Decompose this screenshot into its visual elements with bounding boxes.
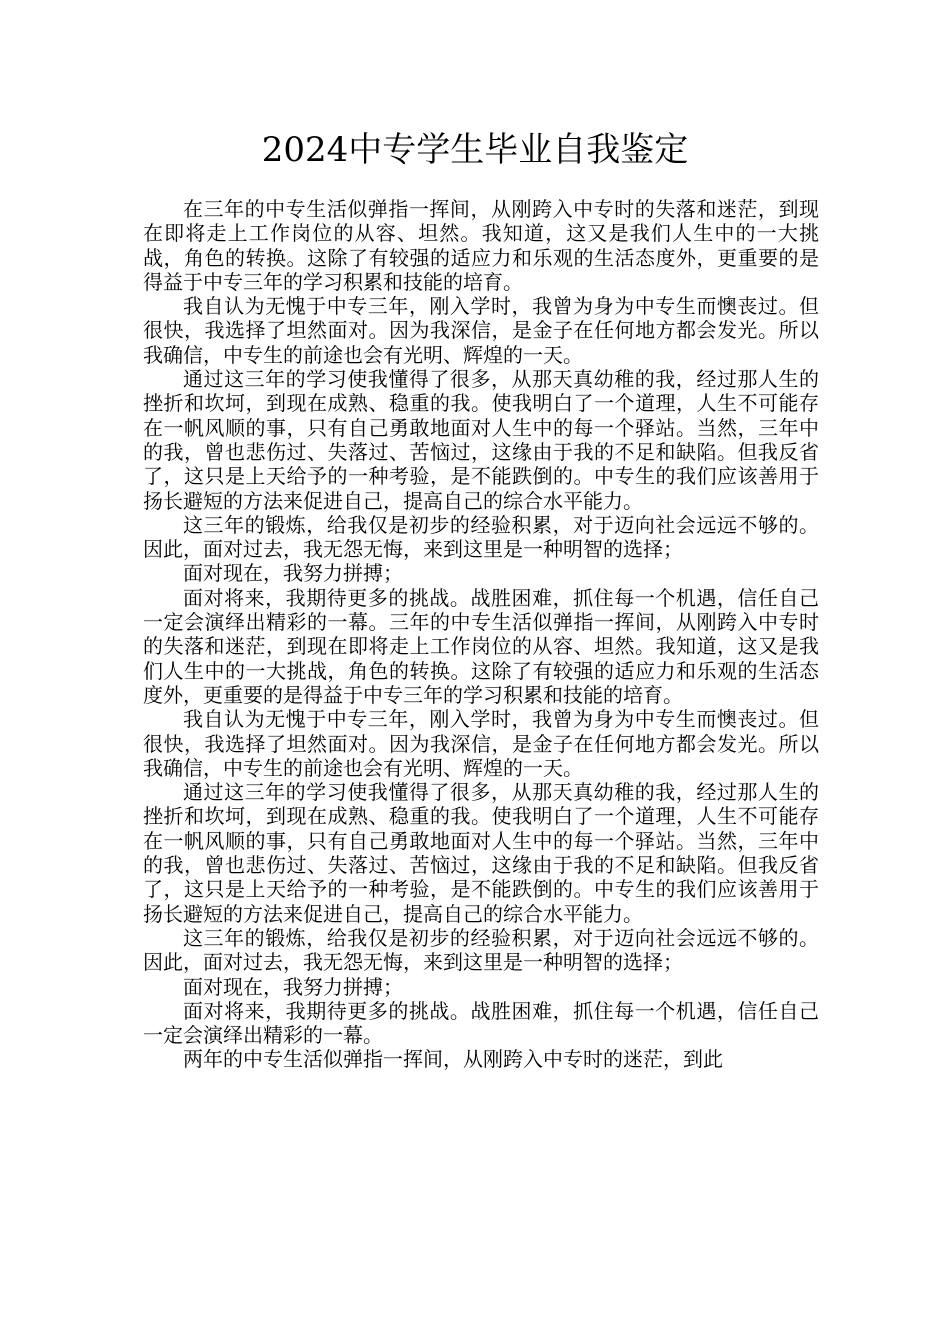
document-body [143, 197, 819, 1072]
paragraph: 面对将来，我期待更多的挑战。战胜困难，抓住每一个机遇，信任自己一定会演绎出精彩的一幕。 [143, 998, 819, 1048]
document-title: 2024中专学生毕业自我鉴定 [261, 130, 689, 170]
paragraph: 面对现在，我努力拼搏； [183, 974, 403, 999]
paragraph: 通过这三年的学习使我懂得了很多，从那天真幼稚的我，经过那人生的挫折和坎坷，到现在成熟、稳重的我。使我明白了一个道理，人生不可能存在一帆风顺的事，只有自己勇敢地面对人生中的每一个驿站。当然，三年中的我，曾也悲伤过、失落过、苦恼过，这缘由于我的不足和缺陷。但我反省了，这只是上天给予的一种考验，是不能跌倒的。中专生的我们应该善用于扬长避短的方法来促进自己，提高自己的综合水平能力。 [143, 367, 819, 513]
paragraph: 这三年的锻炼，给我仅是初步的经验积累，对于迈向社会远远不够的。因此，面对过去，我无怨无悔，来到这里是一种明智的选择； [143, 512, 819, 562]
paragraph: 面对现在，我努力拼搏； [183, 561, 403, 586]
paragraph: 面对将来，我期待更多的挑战。战胜困难，抓住每一个机遇，信任自己一定会演绎出精彩的一幕。三年的中专生活似弹指一挥间，从刚跨入中专时的失落和迷茫，到现在即将走上工作岗位的从容、坦然。我知道，这又是我们人生中的一大挑战，角色的转换。这除了有较强的适应力和乐观的生活态度外，更重要的是得益于中专三年的学习积累和技能的培育。 [143, 585, 819, 707]
paragraph: 我自认为无愧于中专三年，刚入学时，我曾为身为中专生而懊丧过。但很快，我选择了坦然面对。因为我深信，是金子在任何地方都会发光。所以我确信，中专生的前途也会有光明、辉煌的一天。 [143, 707, 819, 780]
paragraph: 在三年的中专生活似弹指一挥间，从刚跨入中专时的失落和迷茫，到现在即将走上工作岗位的从容、坦然。我知道，这又是我们人生中的一大挑战，角色的转换。这除了有较强的适应力和乐观的生活态度外，更重要的是得益于中专三年的学习积累和技能的培育。 [143, 197, 819, 294]
paragraph: 我自认为无愧于中专三年，刚入学时，我曾为身为中专生而懊丧过。但很快，我选择了坦然面对。因为我深信，是金子在任何地方都会发光。所以我确信，中专生的前途也会有光明、辉煌的一天。 [143, 294, 819, 367]
paragraph: 通过这三年的学习使我懂得了很多，从那天真幼稚的我，经过那人生的挫折和坎坷，到现在成熟、稳重的我。使我明白了一个道理，人生不可能存在一帆风顺的事，只有自己勇敢地面对人生中的每一个驿站。当然，三年中的我，曾也悲伤过、失落过、苦恼过，这缘由于我的不足和缺陷。但我反省了，这只是上天给予的一种考验，是不能跌倒的。中专生的我们应该善用于扬长避短的方法来促进自己，提高自己的综合水平能力。 [143, 780, 819, 926]
paragraph: 这三年的锻炼，给我仅是初步的经验积累，对于迈向社会远远不够的。因此，面对过去，我无怨无悔，来到这里是一种明智的选择； [143, 925, 819, 975]
paragraph: 两年的中专生活似弹指一挥间，从刚跨入中专时的迷茫，到此 [183, 1047, 723, 1072]
